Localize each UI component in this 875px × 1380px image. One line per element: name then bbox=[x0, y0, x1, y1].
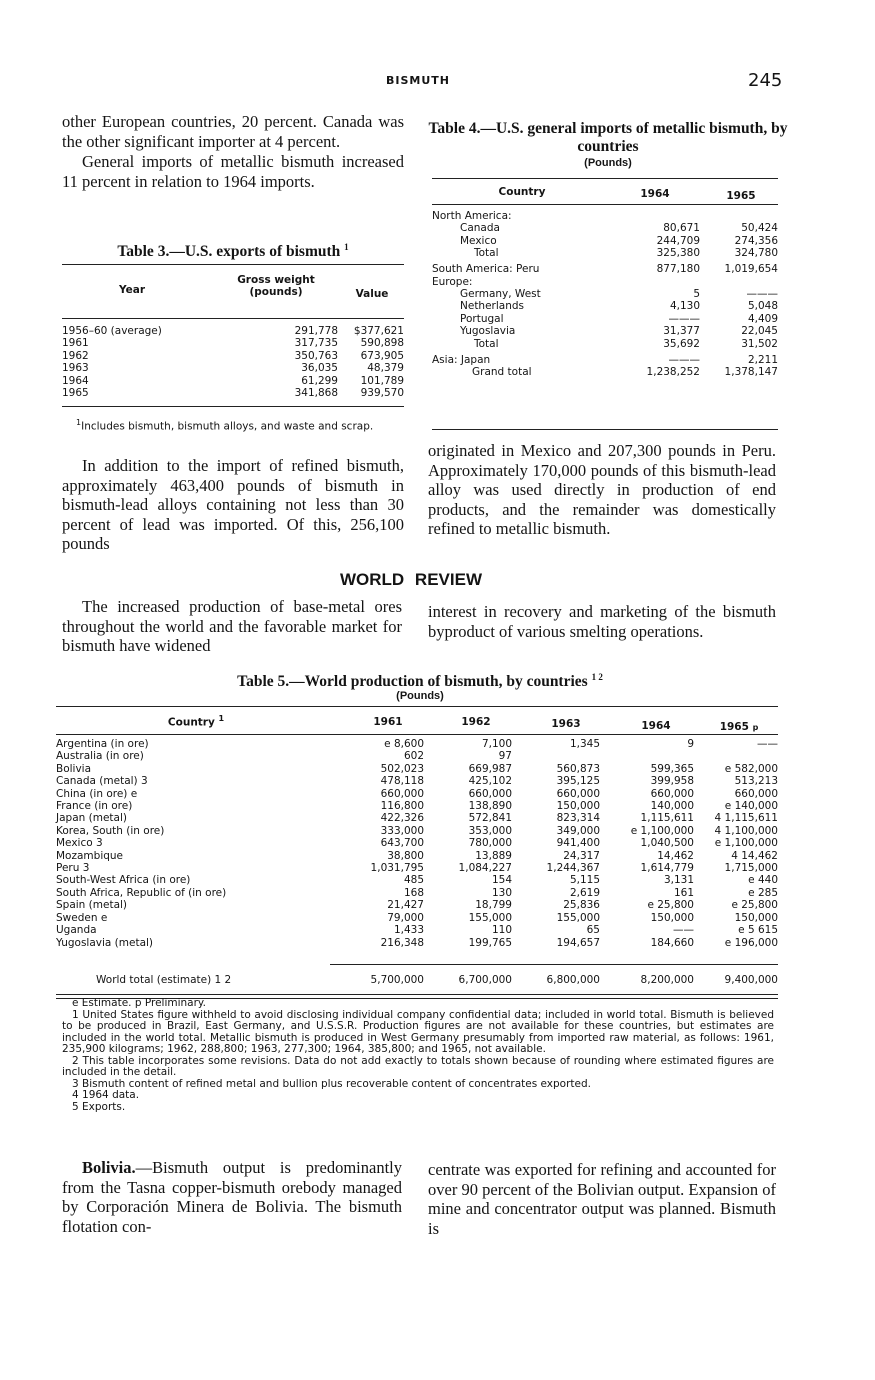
y1964-cell: 1,614,779 bbox=[640, 862, 694, 875]
footnote: 1 United States figure withheld to avoid disclosing individual company confidential data; included in world total. Bismuth is believed to be produced in Brazil, East Germany, and U.S.S.R. Production figures are not available for these countries, but estimates are included in the world total. Metallic bismuth is produced in West Germany presumably from imported raw material, as follows: 1961, 235,900 kilograms; 1962, 288,800; 1963, 277,300; 1964, 385,800; and 1965, not available. bbox=[62, 1008, 774, 1055]
y1962-cell: 660,000 bbox=[468, 787, 512, 800]
value-cell: 590,898 bbox=[360, 337, 404, 350]
table5 bbox=[56, 738, 778, 949]
table-row bbox=[432, 366, 778, 390]
table-row bbox=[56, 874, 778, 886]
y1963-cell: 155,000 bbox=[556, 911, 600, 924]
table-row bbox=[56, 788, 778, 800]
weight-cell: 317,735 bbox=[294, 337, 338, 350]
table5-footnotes bbox=[62, 998, 774, 1113]
value-1964-cell: 35,692 bbox=[663, 337, 700, 350]
table5-unit: (Pounds) bbox=[396, 690, 444, 702]
table5-header-1965: 1965 p bbox=[719, 721, 759, 733]
table5-total-row: World total (estimate) 1 2 5,700,000 6,700,000 6,800,000 8,200,000 9,400,000 bbox=[56, 974, 778, 986]
table4-caption: Table 4.—U.S. general imports of metallic bismuth, by countries bbox=[428, 120, 788, 155]
country-cell: Argentina (in ore) bbox=[56, 738, 149, 750]
y1964-cell: 184,660 bbox=[650, 936, 694, 949]
y1963-cell: 660,000 bbox=[556, 787, 600, 800]
footnote: 4 1964 data. bbox=[72, 1089, 140, 1101]
y1962-cell: 18,799 bbox=[475, 899, 512, 912]
country-cell: China (in ore) e bbox=[56, 787, 138, 800]
table5-caption: Table 5.—World production of bismuth, by countries $^{1 2}$ bbox=[237, 672, 603, 691]
value-1964-cell: 244,709 bbox=[656, 234, 700, 247]
table-row bbox=[56, 800, 778, 812]
country-cell: Total bbox=[474, 247, 499, 260]
weight-cell: 341,868 bbox=[294, 387, 338, 400]
value-1965-cell: 22,045 bbox=[741, 325, 778, 338]
y1961-cell: 502,023 bbox=[380, 762, 424, 775]
weight-cell: 350,763 bbox=[294, 349, 338, 362]
country-cell: Korea, South (in ore) bbox=[56, 824, 165, 837]
y1963-cell: 65 bbox=[586, 924, 600, 937]
y1962-cell: 572,841 bbox=[468, 812, 512, 825]
page-number: 245 bbox=[748, 70, 783, 91]
y1963-cell: 823,314 bbox=[556, 812, 600, 825]
table3-header-year: Year bbox=[118, 284, 146, 296]
value-cell: $377,621 bbox=[353, 325, 404, 337]
country-cell: Netherlands bbox=[460, 300, 525, 313]
country-cell: Bolivia bbox=[56, 762, 92, 775]
value-1965-cell: 31,502 bbox=[741, 337, 778, 350]
country-cell: Japan (metal) bbox=[56, 812, 127, 825]
table-row bbox=[56, 812, 778, 824]
table-row bbox=[56, 899, 778, 911]
table-row bbox=[56, 937, 778, 949]
country-cell: France (in ore) bbox=[56, 800, 133, 813]
y1961-cell: 79,000 bbox=[387, 911, 424, 924]
y1962-cell: 13,889 bbox=[475, 849, 512, 862]
table-row bbox=[56, 825, 778, 837]
y1963-cell: 1,345 bbox=[569, 738, 600, 750]
footnote: 5 Exports. bbox=[72, 1100, 126, 1113]
y1961-cell: 1,433 bbox=[393, 924, 424, 937]
y1965-cell: 660,000 bbox=[734, 787, 778, 800]
table-row bbox=[56, 887, 778, 899]
value-1964-cell: ——— bbox=[668, 353, 700, 366]
country-cell: Uganda bbox=[56, 924, 97, 937]
table-row bbox=[432, 288, 778, 300]
y1964-cell: 9 bbox=[687, 738, 694, 750]
country-cell: South Africa, Republic of (in ore) bbox=[56, 886, 227, 899]
y1965-cell: 513,213 bbox=[734, 775, 778, 788]
y1964-cell: 161 bbox=[673, 886, 694, 899]
y1965-cell bbox=[694, 750, 778, 762]
value-1965-cell bbox=[700, 276, 778, 288]
country-cell: Germany, West bbox=[460, 288, 541, 301]
y1962-cell: 138,890 bbox=[468, 800, 512, 813]
bolivia-lead: Bolivia. bbox=[82, 1158, 136, 1177]
y1964-cell: 140,000 bbox=[650, 800, 694, 813]
value-1964-cell: 80,671 bbox=[663, 222, 700, 235]
table-row bbox=[432, 210, 778, 222]
value-1965-cell bbox=[700, 210, 778, 222]
table-row bbox=[56, 850, 778, 862]
table-row bbox=[432, 325, 778, 337]
table-row bbox=[56, 738, 778, 750]
table-row bbox=[62, 350, 404, 362]
y1961-cell: 333,000 bbox=[380, 824, 424, 837]
table-row bbox=[432, 276, 778, 288]
value-cell: 673,905 bbox=[360, 349, 404, 362]
y1962-cell: 110 bbox=[491, 924, 512, 937]
value-1965-cell: 274,356 bbox=[734, 234, 778, 247]
y1964-cell bbox=[600, 750, 694, 762]
bolivia-left-text: Bolivia.—Bismuth output is predominantly from the Tasna copper-bismuth orebody managed by Corporación Minera de Bolivia. The bismuth flotation con- bbox=[62, 1158, 402, 1236]
y1965-cell: e 440 bbox=[748, 874, 778, 887]
year-cell: 1963 bbox=[62, 362, 89, 375]
value-1964-cell: ——— bbox=[668, 312, 700, 325]
year-cell: 1961 bbox=[62, 337, 89, 350]
y1965-cell: e 285 bbox=[748, 886, 778, 899]
y1965-cell: 4 1,115,611 bbox=[714, 812, 778, 825]
y1963-cell bbox=[512, 750, 600, 762]
table3-caption: Table 3.—U.S. exports of bismuth $^1$ bbox=[117, 242, 349, 261]
y1961-cell: 422,326 bbox=[380, 812, 424, 825]
y1964-cell: 14,462 bbox=[657, 849, 694, 862]
table5-header-1964: 1964 bbox=[641, 720, 671, 732]
value-cell: 939,570 bbox=[360, 387, 404, 400]
left-top-text bbox=[62, 112, 404, 192]
y1961-cell: 38,800 bbox=[387, 849, 424, 862]
y1963-cell: 150,000 bbox=[556, 800, 600, 813]
y1964-cell: 150,000 bbox=[650, 911, 694, 924]
y1963-cell: 1,244,367 bbox=[546, 862, 600, 875]
year-cell: 1962 bbox=[62, 349, 89, 362]
bolivia-right-text: centrate was exported for refining and accounted for over 90 percent of the Bolivian output. Expansion of mine and concentrator output was planned. Bismuth is bbox=[428, 1160, 776, 1238]
value-1965-cell: 50,424 bbox=[741, 222, 778, 235]
y1961-cell: 1,031,795 bbox=[370, 862, 424, 875]
y1964-cell: —— bbox=[673, 924, 694, 937]
table-row bbox=[56, 750, 778, 762]
table-row bbox=[432, 263, 778, 275]
country-cell: Portugal bbox=[460, 312, 504, 325]
country-cell: Total bbox=[474, 337, 499, 350]
table-row bbox=[56, 912, 778, 924]
value-1964-cell: 1,238,252 bbox=[646, 366, 700, 379]
y1965-cell: e 1,100,000 bbox=[714, 837, 778, 850]
value-1964-cell: 877,180 bbox=[656, 263, 700, 276]
y1961-cell: 216,348 bbox=[380, 936, 424, 949]
y1963-cell: 349,000 bbox=[556, 824, 600, 837]
y1965-cell: e 5 615 bbox=[738, 924, 778, 937]
y1963-cell: 5,115 bbox=[569, 874, 600, 887]
table4-unit: (Pounds) bbox=[584, 157, 632, 169]
table-row bbox=[56, 924, 778, 936]
y1961-cell: 21,427 bbox=[387, 899, 424, 912]
y1964-cell: 3,131 bbox=[663, 874, 694, 887]
y1964-cell: 599,365 bbox=[650, 762, 694, 775]
weight-cell: 61,299 bbox=[301, 374, 338, 387]
table-row bbox=[432, 354, 778, 366]
footnote: 3 Bismuth content of refined metal and bullion plus recoverable content of concentrates exported. bbox=[72, 1077, 592, 1090]
y1965-cell: e 196,000 bbox=[724, 936, 778, 949]
country-cell: South America: Peru bbox=[432, 263, 540, 276]
footnote: e Estimate. p Preliminary. bbox=[72, 997, 206, 1009]
table3-header-value: Value bbox=[355, 288, 389, 300]
table4-header-country: Country bbox=[498, 186, 546, 198]
year-cell: 1964 bbox=[62, 374, 89, 387]
y1964-cell: 660,000 bbox=[650, 787, 694, 800]
review-left-text: The increased production of base-metal ores throughout the world and the favorable market for bismuth have widened bbox=[62, 597, 402, 655]
country-cell: Grand total bbox=[472, 366, 532, 379]
value-1964-cell: 5 bbox=[693, 288, 700, 301]
y1962-cell: 425,102 bbox=[468, 775, 512, 788]
weight-cell: 36,035 bbox=[301, 362, 338, 375]
value-1965-cell: 5,048 bbox=[747, 300, 778, 313]
value-1965-cell: ——— bbox=[746, 288, 778, 301]
table4 bbox=[432, 210, 778, 390]
table-row bbox=[432, 235, 778, 247]
y1964-cell: e 1,100,000 bbox=[630, 824, 694, 837]
table-row bbox=[432, 300, 778, 312]
table5-header-1961: 1961 bbox=[373, 716, 403, 728]
value-1965-cell: 1,378,147 bbox=[724, 366, 778, 379]
y1963-cell: 395,125 bbox=[556, 775, 600, 788]
y1961-cell: 602 bbox=[403, 750, 424, 763]
value-1964-cell: 325,380 bbox=[656, 247, 700, 260]
country-cell: Sweden e bbox=[56, 911, 108, 924]
review-right-text: interest in recovery and marketing of the bismuth byproduct of various smelting operations. bbox=[428, 602, 776, 641]
table-row bbox=[62, 362, 404, 374]
y1963-cell: 24,317 bbox=[563, 849, 600, 862]
y1962-cell: 154 bbox=[491, 874, 512, 887]
country-cell: Yugoslavia bbox=[460, 325, 516, 338]
y1964-cell: 1,115,611 bbox=[640, 812, 694, 825]
y1965-cell: —— bbox=[757, 738, 778, 750]
y1961-cell: 660,000 bbox=[380, 787, 424, 800]
right-mid-text: originated in Mexico and 207,300 pounds in Peru. Approximately 170,000 pounds of this bismuth-lead alloy was used directly in production of end products, and the remainder was domestically refined to metallic bismuth. bbox=[428, 441, 776, 538]
country-cell: Mexico 3 bbox=[56, 837, 103, 850]
y1962-cell: 7,100 bbox=[481, 738, 512, 750]
country-cell: Europe: bbox=[432, 275, 473, 288]
table3-header-weight: Gross weight (pounds) bbox=[237, 274, 315, 298]
y1962-cell: 1,084,227 bbox=[458, 862, 512, 875]
y1964-cell: 399,958 bbox=[650, 775, 694, 788]
y1962-cell: 199,765 bbox=[468, 936, 512, 949]
y1963-cell: 560,873 bbox=[556, 762, 600, 775]
value-1965-cell: 2,211 bbox=[747, 353, 778, 366]
year-cell: 1965 bbox=[62, 387, 89, 400]
table4-header-1965: 1965 bbox=[726, 190, 756, 202]
country-cell: Mexico bbox=[460, 234, 497, 247]
table-row bbox=[62, 375, 404, 387]
y1962-cell: 97 bbox=[498, 750, 512, 763]
left-mid-text: In addition to the import of refined bismuth, approximately 463,400 pounds of bismuth in bismuth-lead alloys containing not less than 30 percent of lead was imported. Of this, 256,100 pounds bbox=[62, 456, 404, 553]
y1965-cell: 150,000 bbox=[734, 911, 778, 924]
y1963-cell: 25,836 bbox=[563, 899, 600, 912]
table5-header-1963: 1963 bbox=[551, 718, 581, 730]
table-row bbox=[56, 775, 778, 787]
y1963-cell: 194,657 bbox=[556, 936, 600, 949]
country-cell: Canada (metal) 3 bbox=[56, 775, 148, 788]
y1962-cell: 130 bbox=[491, 886, 512, 899]
value-1964-cell bbox=[616, 276, 700, 288]
y1962-cell: 669,987 bbox=[468, 762, 512, 775]
table-row bbox=[432, 313, 778, 325]
table-row bbox=[62, 387, 404, 399]
y1961-cell: 643,700 bbox=[380, 837, 424, 850]
y1961-cell: 116,800 bbox=[380, 800, 424, 813]
value-1964-cell bbox=[616, 210, 700, 222]
country-cell: Australia (in ore) bbox=[56, 750, 144, 763]
value-cell: 101,789 bbox=[360, 374, 404, 387]
country-cell: Asia: Japan bbox=[432, 353, 491, 366]
table4-header-1964: 1964 bbox=[640, 188, 670, 200]
country-cell: Canada bbox=[460, 222, 500, 235]
y1963-cell: 941,400 bbox=[556, 837, 600, 850]
table5-header-country: Country $^1$ bbox=[167, 714, 225, 729]
table-row bbox=[62, 325, 404, 337]
table5-header-1962: 1962 bbox=[461, 716, 491, 728]
value-1965-cell: 4,409 bbox=[747, 312, 778, 325]
table-row bbox=[56, 837, 778, 849]
weight-cell: 291,778 bbox=[294, 325, 338, 337]
table-row bbox=[56, 862, 778, 874]
y1961-cell: 168 bbox=[403, 886, 424, 899]
table3 bbox=[62, 325, 404, 399]
table3-footnote: $^1$Includes bismuth, bismuth alloys, and waste and scrap. bbox=[76, 418, 374, 433]
y1964-cell: e 25,800 bbox=[647, 899, 694, 912]
y1965-cell: e 25,800 bbox=[731, 899, 778, 912]
y1965-cell: 1,715,000 bbox=[724, 862, 778, 875]
country-cell: Mozambique bbox=[56, 849, 124, 862]
total-label: World total (estimate) 1 2 bbox=[96, 974, 232, 986]
paragraph: other European countries, 20 percent. Canada was the other significant importer at 4 percent. bbox=[62, 112, 404, 151]
value-1964-cell: 4,130 bbox=[669, 300, 700, 313]
country-cell: Peru 3 bbox=[56, 862, 90, 875]
y1963-cell: 2,619 bbox=[569, 886, 600, 899]
table-row bbox=[432, 247, 778, 263]
y1965-cell: e 140,000 bbox=[724, 800, 778, 813]
table-row bbox=[62, 337, 404, 349]
year-cell: 1956–60 (average) bbox=[62, 325, 162, 337]
y1961-cell: 478,118 bbox=[380, 775, 424, 788]
y1961-cell: 485 bbox=[403, 874, 424, 887]
table-row bbox=[56, 763, 778, 775]
y1962-cell: 155,000 bbox=[468, 911, 512, 924]
country-cell: Yugoslavia (metal) bbox=[56, 936, 154, 949]
value-1965-cell: 1,019,654 bbox=[724, 263, 778, 276]
footnote: 2 This table incorporates some revisions. Data do not add exactly to totals shown because of rounding where estimated figures are included in the detail. bbox=[62, 1054, 774, 1078]
table-row bbox=[432, 338, 778, 354]
country-cell: South-West Africa (in ore) bbox=[56, 874, 191, 887]
country-cell: Spain (metal) bbox=[56, 899, 128, 912]
y1965-cell: e 582,000 bbox=[724, 762, 778, 775]
y1962-cell: 780,000 bbox=[468, 837, 512, 850]
y1964-cell: 1,040,500 bbox=[640, 837, 694, 850]
section-title: WORLD REVIEW bbox=[340, 570, 482, 589]
y1961-cell: e 8,600 bbox=[384, 738, 424, 750]
running-title: BISMUTH bbox=[386, 74, 450, 87]
value-cell: 48,379 bbox=[367, 362, 404, 375]
y1962-cell: 353,000 bbox=[468, 824, 512, 837]
value-1964-cell: 31,377 bbox=[663, 325, 700, 338]
country-cell: North America: bbox=[432, 210, 512, 222]
paragraph: General imports of metallic bismuth increased 11 percent in relation to 1964 imports. bbox=[62, 152, 404, 191]
table-row bbox=[432, 222, 778, 234]
y1965-cell: 4 14,462 bbox=[731, 849, 778, 862]
value-1965-cell: 324,780 bbox=[734, 247, 778, 260]
y1965-cell: 4 1,100,000 bbox=[714, 824, 778, 837]
